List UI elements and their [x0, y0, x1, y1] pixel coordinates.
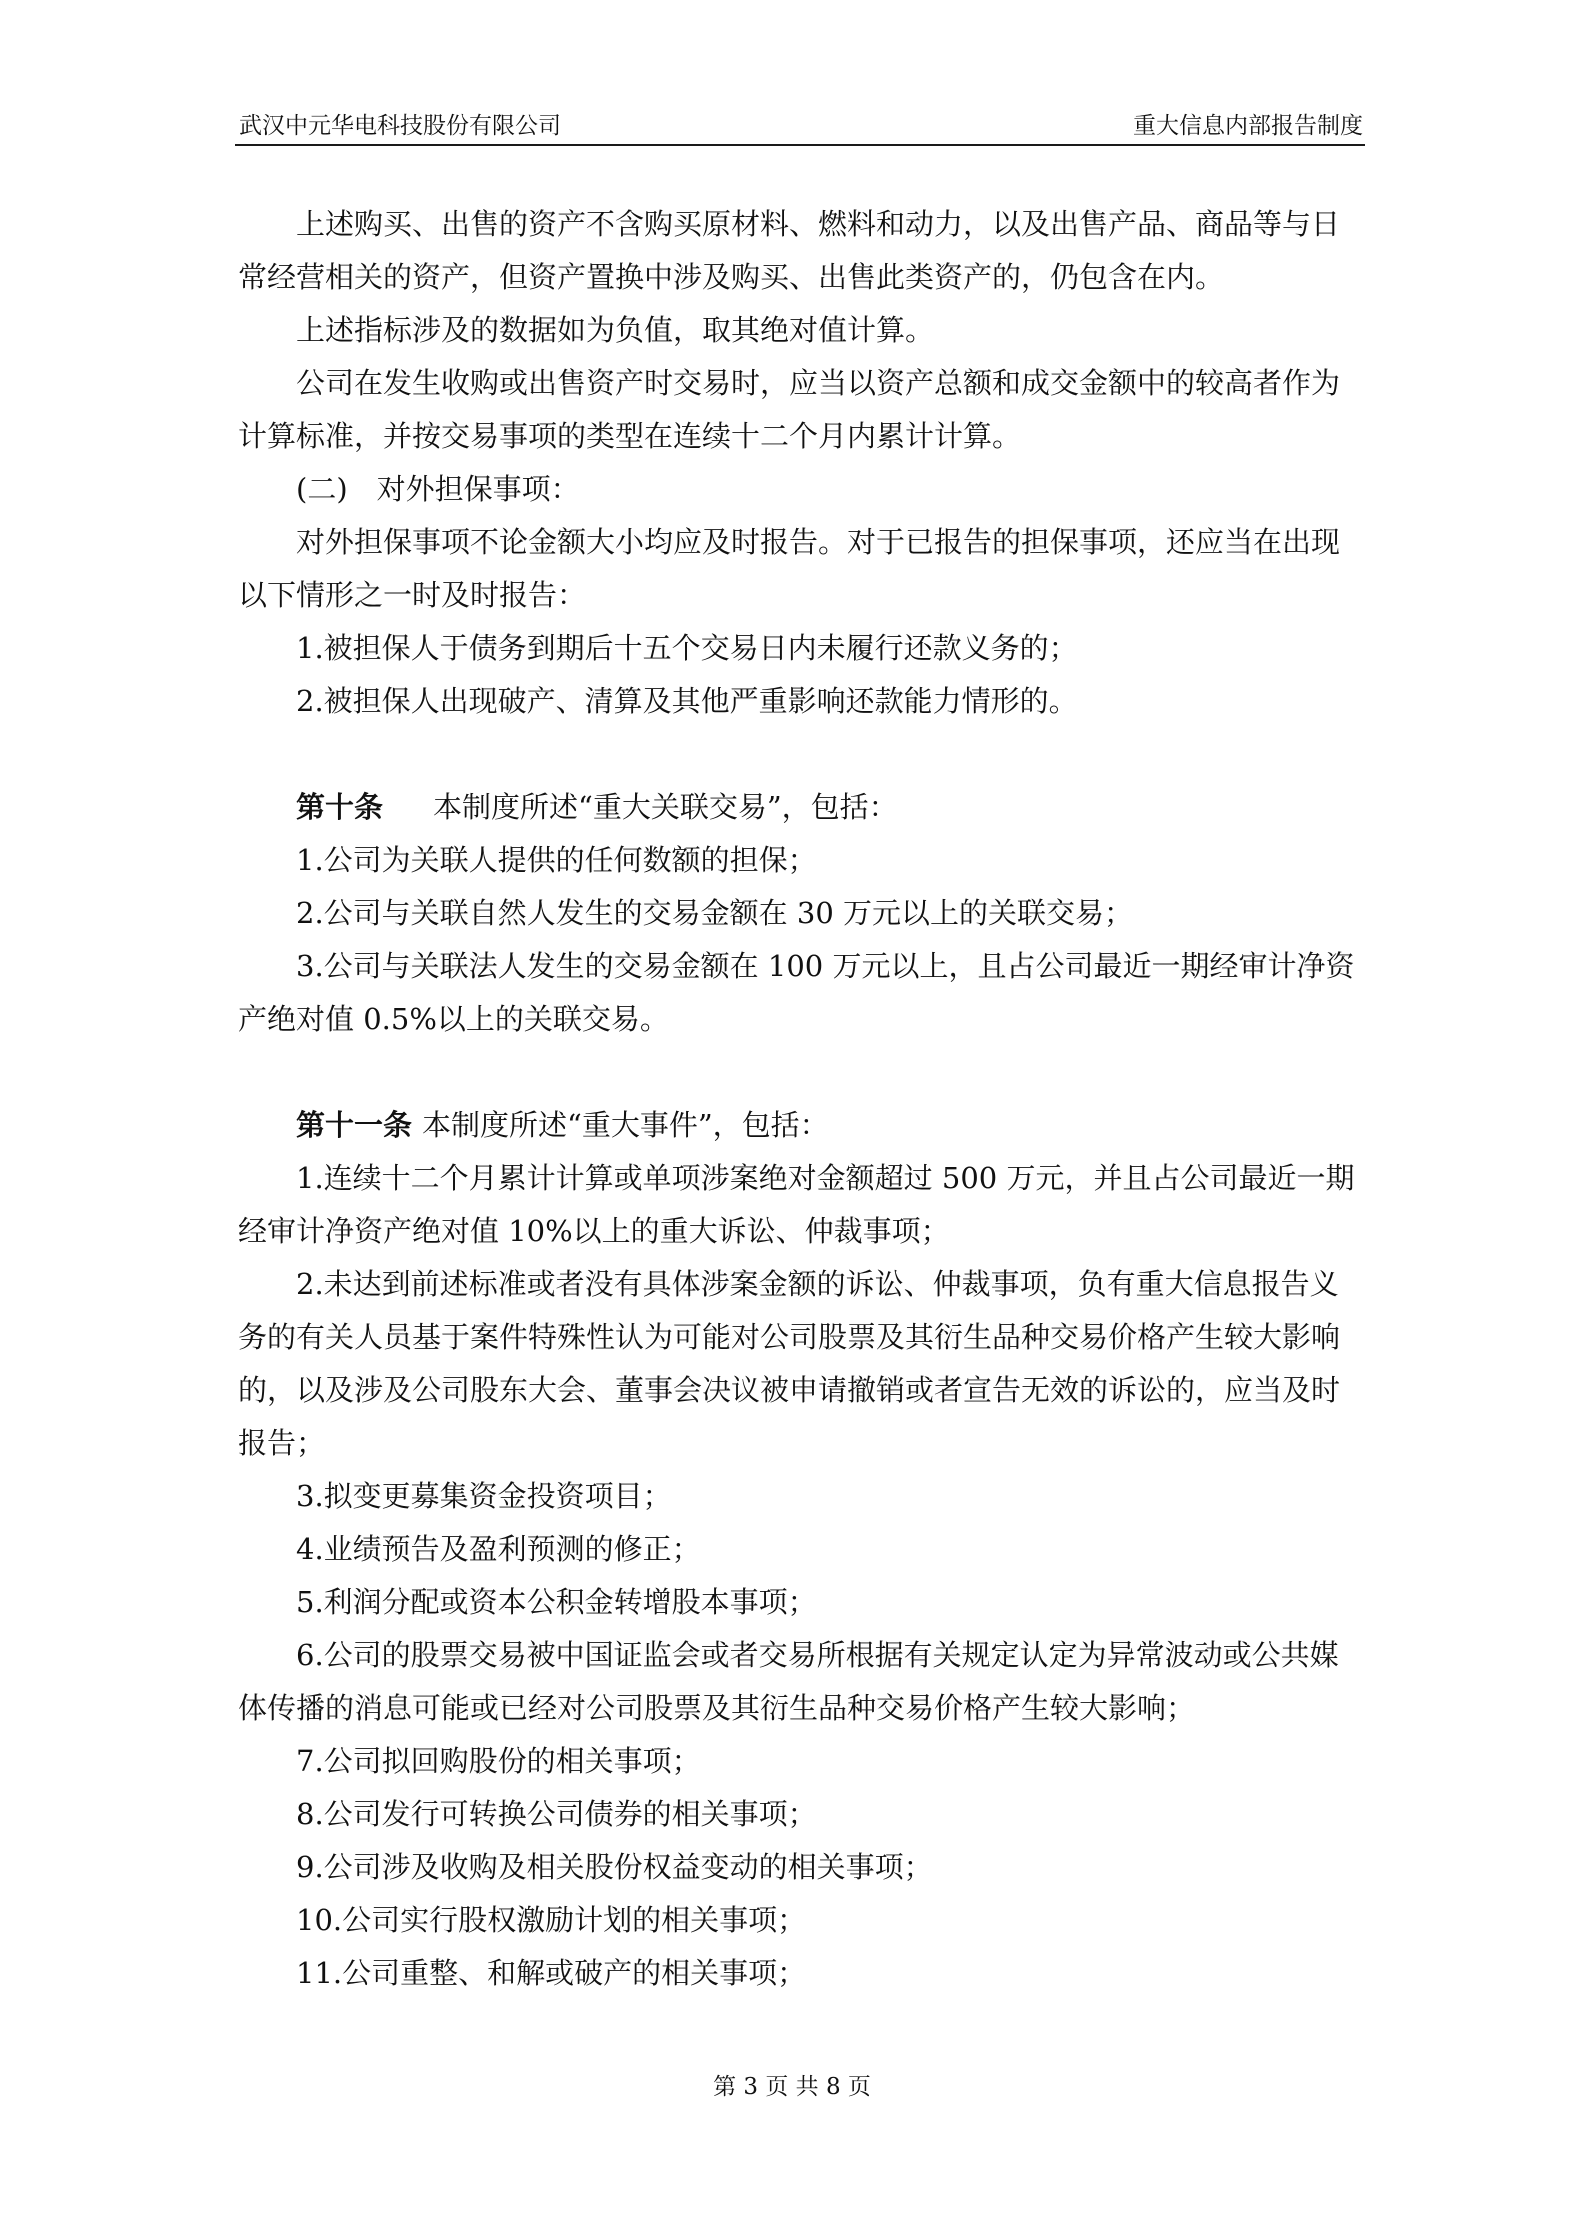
list-item: 1.公司为关联人提供的任何数额的担保；: [296, 843, 817, 877]
list-item: 3.拟变更募集资金投资项目；: [296, 1479, 672, 1513]
paragraph: 上述指标涉及的数据如为负值，取其绝对值计算。: [296, 313, 935, 347]
list-item: 11.公司重整、和解或破产的相关事项；: [296, 1956, 807, 1990]
page-footer: [0, 2072, 1584, 2102]
list-item: 5.利润分配或资本公积金转增股本事项；: [296, 1585, 817, 1619]
paragraph: 公司在发生收购或出售资产时交易时，应当以资产总额和成交金额中的较高者作为计算标准，并按交易事项的类型在连续十二个月内累计计算。: [238, 366, 1341, 453]
document-title: 重大信息内部报告制度: [1133, 113, 1363, 139]
company-name: 武汉中元华电科技股份有限公司: [239, 113, 561, 139]
list-item: 10.公司实行股权激励计划的相关事项；: [296, 1903, 807, 1937]
article-10-heading: [238, 781, 1366, 834]
list-item: 9.公司涉及收购及相关股份权益变动的相关事项；: [296, 1850, 933, 1884]
document-body: [238, 198, 1366, 2000]
section-heading-guarantee: (二) 对外担保事项：: [296, 472, 580, 506]
article-11-heading: [238, 1099, 1366, 1152]
list-item: 2.公司与关联自然人发生的交易金额在 30 万元以上的关联交易；: [296, 896, 1134, 930]
list-item: 4.业绩预告及盈利预测的修正；: [296, 1532, 701, 1566]
list-item: 3.公司与关联法人发生的交易金额在 100 万元以上，且占公司最近一期经审计净资产绝对值 0.5%以上的关联交易。: [238, 949, 1355, 1036]
article-10-label: 第十条: [296, 790, 384, 824]
list-item: 1.被担保人于债务到期后十五个交易日内未履行还款义务的；: [296, 631, 1078, 665]
list-item: 1.连续十二个月累计计算或单项涉案绝对金额超过 500 万元，并且占公司最近一期经审计净资产绝对值 10%以上的重大诉讼、仲裁事项；: [238, 1161, 1355, 1248]
paragraph: 对外担保事项不论金额大小均应及时报告。对于已报告的担保事项，还应当在出现以下情形之一时及时报告：: [238, 525, 1341, 612]
list-item: 8.公司发行可转换公司债券的相关事项；: [296, 1797, 817, 1831]
list-item: 2.未达到前述标准或者没有具体涉案金额的诉讼、仲裁事项，负有重大信息报告义务的有关人员基于案件特殊性认为可能对公司股票及其衍生品种交易价格产生较大影响的，以及涉及公司股东大会、董事会决议被申请撤销或者宣告无效的诉讼的，应当及时报告；: [238, 1267, 1341, 1460]
article-10-title: 本制度所述“重大关联交易”，包括：: [433, 790, 898, 824]
list-item: 2.被担保人出现破产、清算及其他严重影响还款能力情形的。: [296, 684, 1078, 718]
list-item: 7.公司拟回购股份的相关事项；: [296, 1744, 701, 1778]
page-number: 第 3 页 共 8 页: [713, 2074, 871, 2100]
article-11-label: 第十一条: [296, 1108, 413, 1142]
paragraph: 上述购买、出售的资产不含购买原材料、燃料和动力，以及出售产品、商品等与日常经营相关的资产，但资产置换中涉及购买、出售此类资产的，仍包含在内。: [238, 207, 1341, 294]
page-header: [235, 108, 1365, 146]
list-item: 6.公司的股票交易被中国证监会或者交易所根据有关规定认定为异常波动或公共媒体传播的消息可能或已经对公司股票及其衍生品种交易价格产生较大影响；: [238, 1638, 1339, 1725]
article-11-title: 本制度所述“重大事件”，包括：: [422, 1108, 829, 1142]
